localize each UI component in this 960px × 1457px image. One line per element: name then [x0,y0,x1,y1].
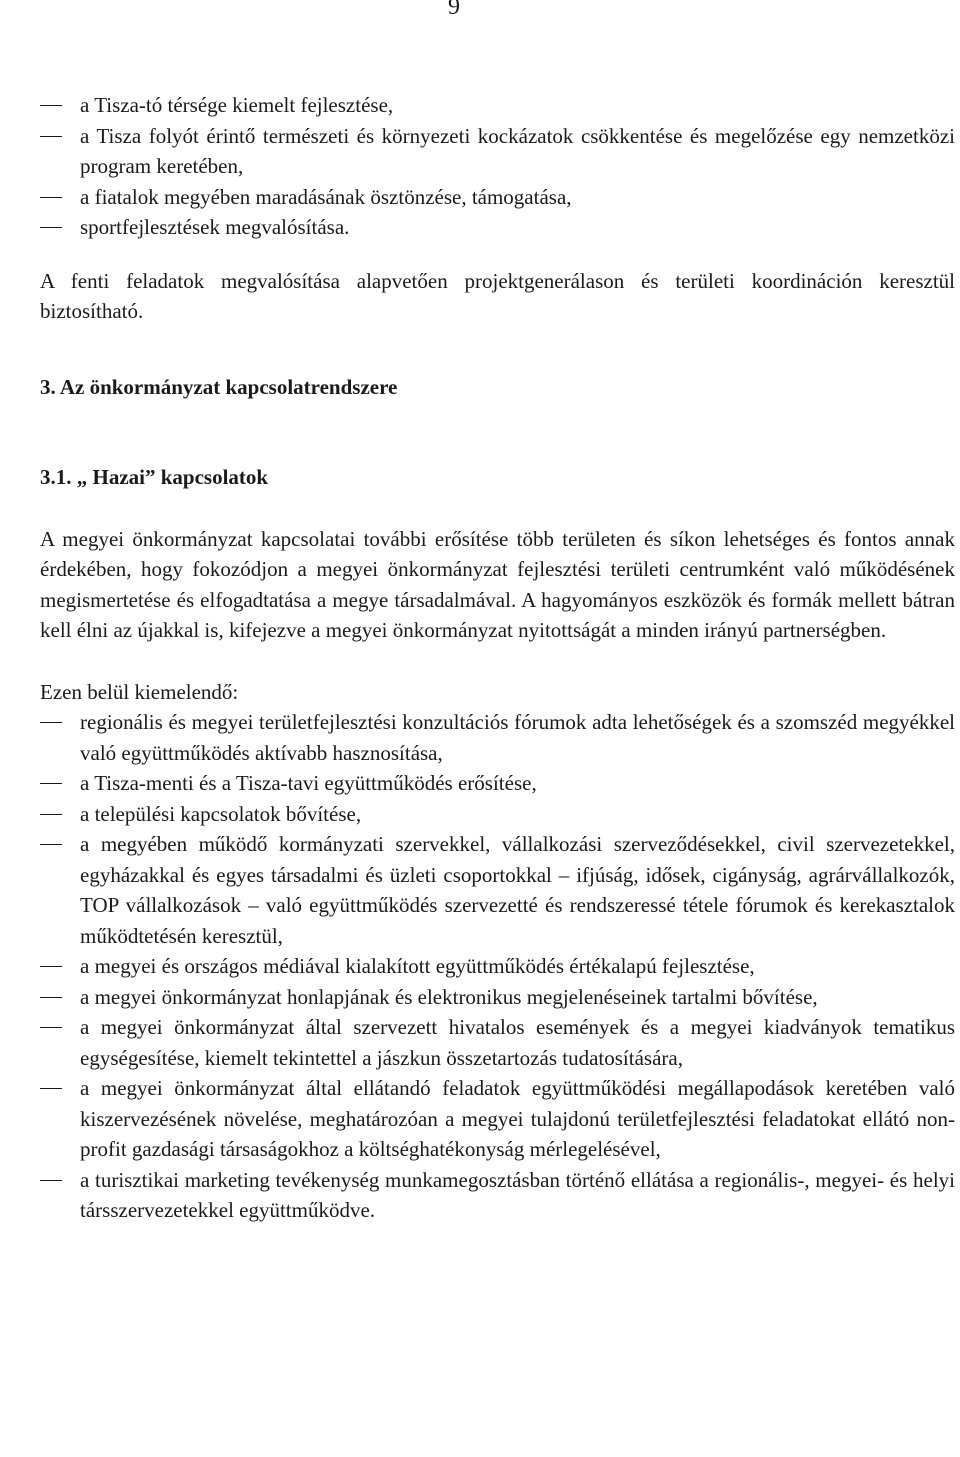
list-item: a megyében működő kormányzati szervekkel, vállalkozási szerveződésekkel, civil szervezetekkel, egyházakkal és egyes társadalmi és üzleti csoportokkal – ifjúság, idősek, cigányság, agrárvállalkozók, TOP vállalkozások – való együttműködés szervezetté és rendszeressé tétele fórumok és kerekasztalok működtetésén keresztül, [40,829,955,951]
list-item: a megyei és országos médiával kialakított együttműködés értékalapú fejlesztése, [40,951,955,982]
list-item: a megyei önkormányzat honlapjának és elektronikus megjelenéseinek tartalmi bővítése, [40,982,955,1013]
list-item: a megyei önkormányzat által ellátandó feladatok együttműködési megállapodások keretében való kiszervezésének növelése, meghatározóan a megyei tulajdonú területfejlesztési feladatokat ellátó non-profit gazdasági társaságokhoz a költséghatékonyság mérlegelésével, [40,1073,955,1165]
intro-list [40,90,955,243]
section-paragraph: A megyei önkormányzat kapcsolatai további erősítése több területen és síkon lehetséges és fontos annak érdekében, hogy fokozódjon a megyei önkormányzat fejlesztési területi centrumként való működésének megismertetése és elfogadtatása a megye társadalmával. A hagyományos eszközök és formák mellett bátran kell élni az újakkal is, kifejezve a megyei önkormányzat nyitottságát a minden irányú partnerségben. [40,526,955,642]
document-body [40,90,955,1226]
summary-paragraph: A fenti feladatok megvalósítása alapvetően projektgenerálason és területi koordináción keresztül biztosítható. [40,268,955,323]
subsection-heading: 3.1. „ Hazai” kapcsolatok [40,465,269,489]
emphasis-intro: Ezen belül kiemelendő: [40,679,239,704]
list-item: a turisztikai marketing tevékenység munkamegosztásban történő ellátása a regionális-, megyei- és helyi társszervezetekkel együttműködve. [40,1165,955,1226]
list-item: sportfejlesztések megvalósítása. [40,212,955,243]
list-item: regionális és megyei területfejlesztési konzultációs fórumok adta lehetőségek és a szomszéd megyékkel való együttműködés aktívabb hasznosítása, [40,707,955,768]
list-item: a Tisza-tó térsége kiemelt fejlesztése, [40,90,955,121]
list-item: a Tisza folyót érintő természeti és környezeti kockázatok csökkentése és megelőzése egy nemzetközi program keretében, [40,121,955,182]
list-item: a települési kapcsolatok bővítése, [40,799,955,830]
list-item: a megyei önkormányzat által szervezett hivatalos események és a megyei kiadványok tematikus egységesítése, kiemelt tekintettel a jászkun összetartozás tudatosítására, [40,1012,955,1073]
items-list [40,707,955,1226]
section-heading: 3. Az önkormányzat kapcsolatrendszere [40,374,398,399]
page-number: 9 [448,0,460,20]
list-item: a Tisza-menti és a Tisza-tavi együttműködés erősítése, [40,768,955,799]
list-item: a fiatalok megyében maradásának ösztönzése, támogatása, [40,182,955,213]
